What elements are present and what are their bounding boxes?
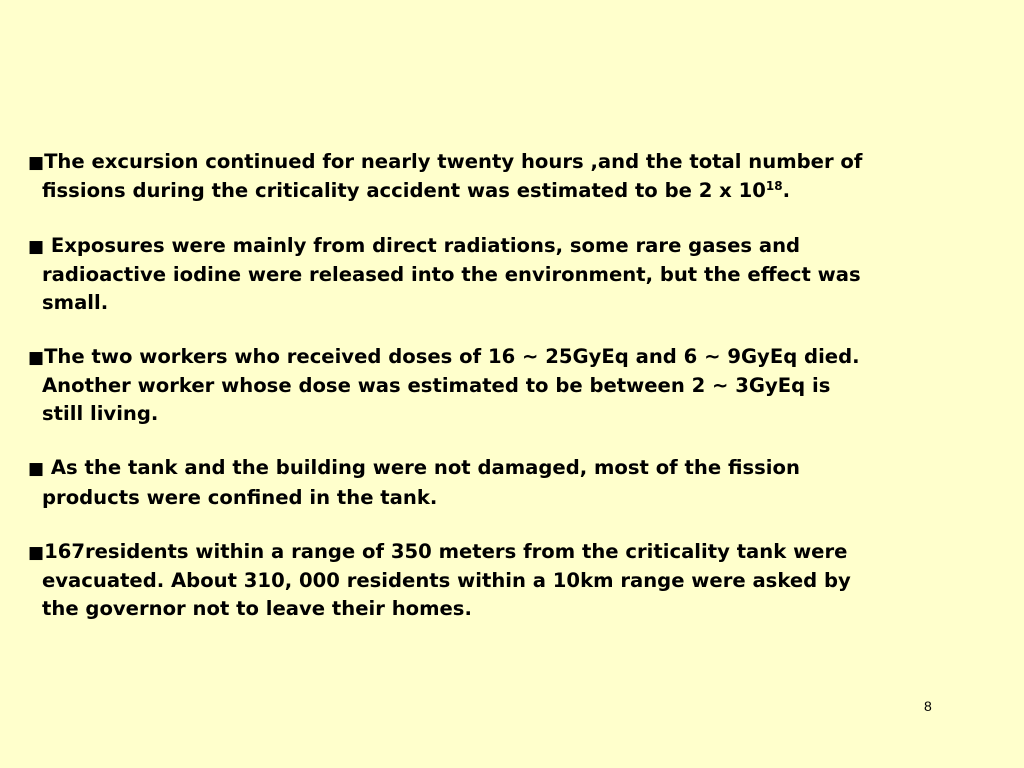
paragraph-line: small. — [42, 290, 109, 314]
bullet-paragraph-2 — [28, 232, 1018, 316]
page-number: 8 — [924, 698, 932, 714]
square-bullet-icon: ■ — [28, 543, 45, 564]
slide-body — [28, 148, 1018, 649]
paragraph-line: evacuated. About 310, 000 residents within a 10km range were asked by — [42, 569, 851, 593]
paragraph-line: products were confined in the tank. — [42, 485, 438, 509]
square-bullet-icon: ■ — [28, 236, 45, 257]
paragraph-line: still living. — [42, 401, 159, 425]
paragraph-line: 167residents within a range of 350 meters from the criticality tank were — [44, 540, 848, 564]
paragraph-line: Exposures were mainly from direct radiations, some rare gases and — [44, 233, 801, 257]
paragraph-line: The excursion continued for nearly twenty hours ,and the total number of — [44, 150, 863, 173]
bullet-paragraph-3 — [28, 343, 1018, 427]
bullet-paragraph-5 — [28, 538, 1018, 622]
sentence-end: . — [782, 179, 791, 203]
square-bullet-icon: ■ — [28, 459, 45, 480]
paragraph-line: fissions during the criticality accident was estimated to be 2 x 10 — [42, 179, 766, 203]
square-bullet-icon: ■ — [28, 153, 45, 173]
paragraph-line: As the tank and the building were not damaged, most of the fission — [44, 456, 800, 480]
bullet-paragraph-1 — [28, 148, 1018, 205]
paragraph-line: Another worker whose dose was estimated to be between 2 ~ 3GyEq is — [42, 374, 831, 398]
exponent: 18 — [765, 179, 783, 194]
paragraph-line: The two workers who received doses of 16 ~ 25GyEq and 6 ~ 9GyEq died. — [44, 345, 860, 369]
square-bullet-icon: ■ — [28, 348, 45, 369]
paragraph-line: the governor not to leave their homes. — [42, 596, 472, 620]
paragraph-line: radioactive iodine were released into the environment, but the effect was — [42, 263, 861, 287]
bullet-paragraph-4 — [28, 454, 1018, 511]
